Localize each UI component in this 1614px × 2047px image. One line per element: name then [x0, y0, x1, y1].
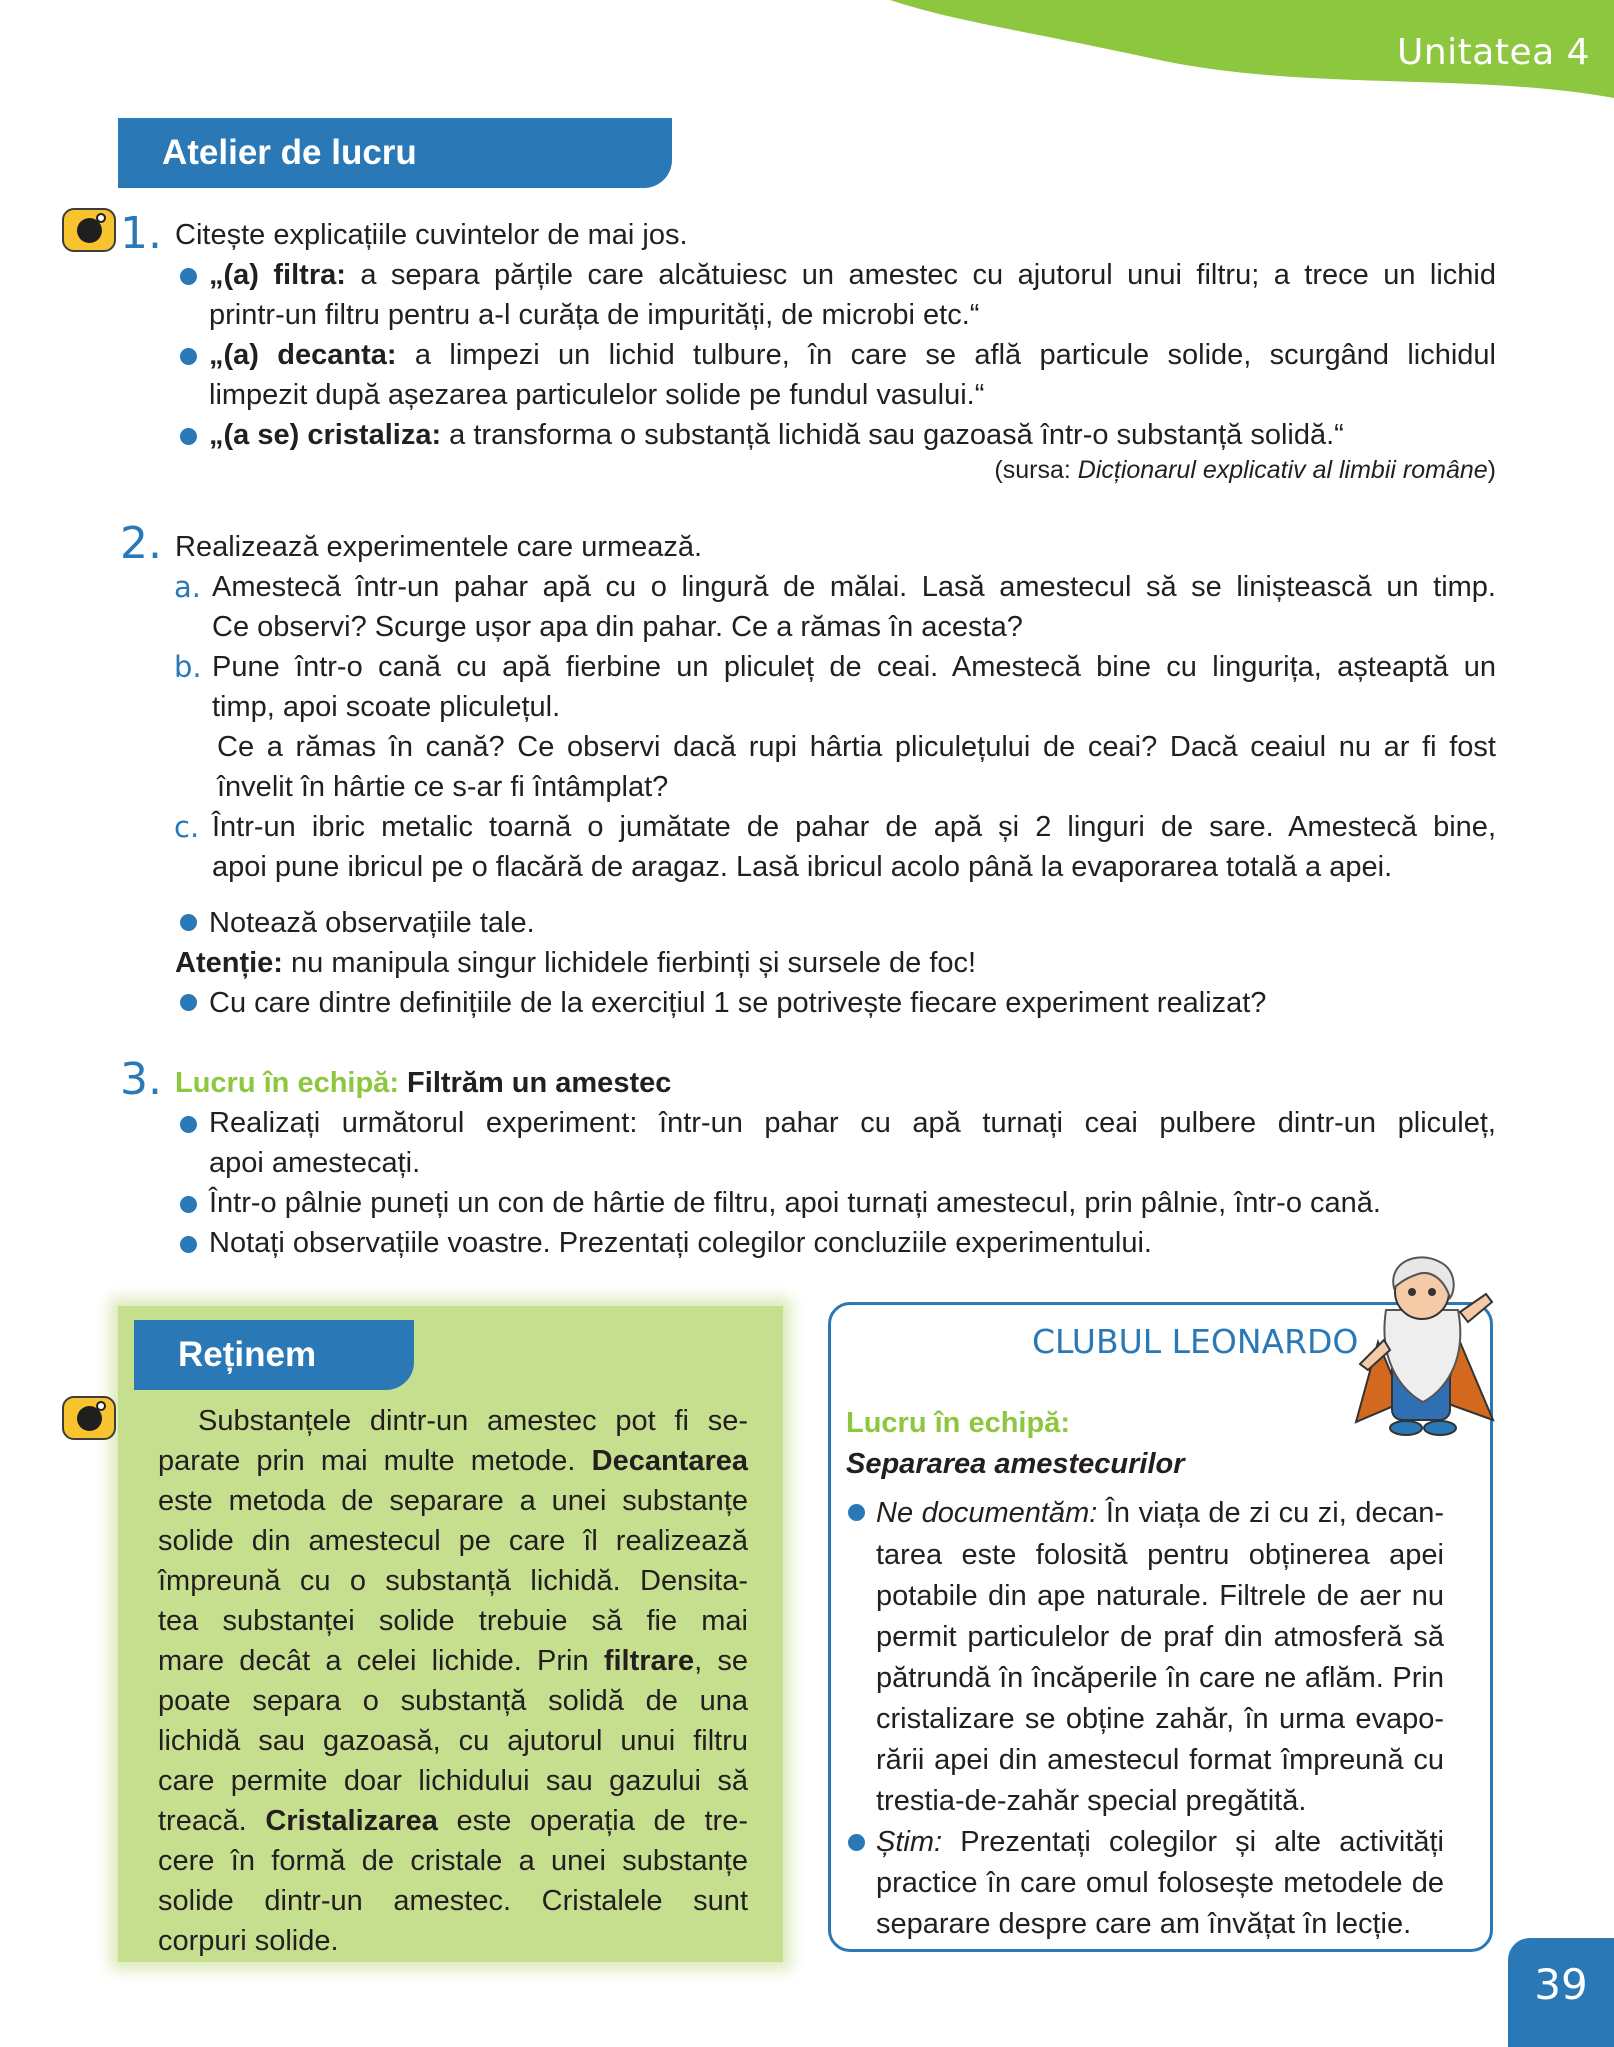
def-decanta-line2: limpezit după așezarea particulelor solide pe fundul vasului.“	[209, 379, 985, 411]
club-line: Știm: Prezentați colegilor și alte activități	[876, 1826, 1444, 1858]
retinem-line: poate separa o substanță solidă de una	[158, 1685, 748, 1717]
bullet-icon	[180, 914, 197, 931]
club-line: tarea este folosită pentru obținerea apei	[876, 1539, 1444, 1571]
item-letter-c: c.	[174, 810, 200, 844]
retinem-line: împreună cu o substanță lichidă. Densita-	[158, 1565, 748, 1597]
retinem-line: Substanțele dintr-un amestec pot fi se-	[198, 1405, 748, 1437]
ex3-bullet3: Notați observațiile voastre. Prezentați colegilor concluziile experimentului.	[209, 1227, 1152, 1259]
unit-title: Unitatea 4	[1396, 32, 1590, 73]
bullet-icon	[180, 428, 197, 445]
exp-a-line1: Amestecă într-un pahar apă cu o lingură de mălai. Lasă amestecul să se liniștească un timp.	[212, 571, 1496, 603]
retinem-line: cere în formă de cristale a unei substanțe	[158, 1845, 748, 1877]
leonardo-illustration	[1348, 1252, 1498, 1437]
retinem-line: tea substanței solide trebuie să fie mai	[158, 1605, 748, 1637]
bullet-icon	[180, 1196, 197, 1213]
club-subtitle: Separarea amestecurilor	[846, 1448, 1185, 1480]
header-swoosh	[0, 0, 1614, 110]
retinem-line: lichidă sau gazoasă, cu ajutorul unui filtru	[158, 1725, 748, 1757]
club-line: permit particulelor de praf din atmosferă să	[876, 1621, 1444, 1653]
def-decanta-line1: „(a) decanta: a limpezi un lichid tulbure, în care se află particule solide, scurgând lichidul	[209, 339, 1496, 371]
exercise-2-intro: Realizează experimentele care urmează.	[175, 531, 703, 563]
retinem-header: Reținem	[134, 1320, 414, 1390]
club-line: practice în care omul folosește metodele de	[876, 1867, 1444, 1899]
bullet-icon	[848, 1504, 865, 1521]
ex3-bullet2: Într-o pâlnie puneți un con de hârtie de filtru, apoi turnați amestecul, prin pâlnie, într-o cană.	[209, 1187, 1381, 1219]
page-number: 39	[1534, 1960, 1588, 2009]
exp-warning: Atenție: nu manipula singur lichidele fierbinți și sursele de foc!	[175, 947, 977, 979]
retinem-line: mare decât a celei lichide. Prin filtrare, se	[158, 1645, 748, 1677]
bullet-icon	[180, 268, 197, 285]
exp-b-line1: Pune într-o cană cu apă fierbine un pliculeț de ceai. Amestecă bine cu lingurița, așteaptă un	[212, 651, 1496, 683]
ex3-bullet1-line1: Realizați următorul experiment: într-un pahar cu apă turnați ceai pulbere dintr-un pliculeț,	[209, 1107, 1496, 1139]
exp-c-line1: Într-un ibric metalic toarnă o jumătate de pahar de apă și 2 linguri de sare. Amestecă bine,	[212, 811, 1496, 843]
club-line: rării apei din amestecul format împreună cu	[876, 1744, 1444, 1776]
exp-c-line2: apoi pune ibricul pe o flacără de aragaz. Lasă ibricul acolo până la evaporarea totală a apei.	[212, 851, 1393, 883]
bullet-icon	[180, 1236, 197, 1253]
club-title: CLUBUL LEONARDO	[1032, 1322, 1359, 1361]
def-filtra-line1: „(a) filtra: a separa părțile care alcătuiesc un amestec cu ajutorul unui filtru; a trece un lichid	[209, 259, 1497, 291]
exercise-3-number: 3.	[120, 1054, 162, 1105]
def-cristaliza: „(a se) cristaliza: a transforma o substanță lichidă sau gazoasă într-o substanță solidă.“	[209, 419, 1344, 451]
retinem-line: solide din amestecul pe care îl realizează	[158, 1525, 748, 1557]
club-line: trestia-de-zahăr special pregătită.	[876, 1785, 1307, 1817]
ex3-bullet1-line2: apoi amestecați.	[209, 1147, 421, 1179]
exercise-2-number: 2.	[120, 518, 162, 569]
bullet-icon	[180, 1116, 197, 1133]
def-filtra-line2: printr-un filtru pentru a-l curăța de impurități, de microbi etc.“	[209, 299, 980, 331]
bullet-icon	[180, 348, 197, 365]
exercise-1-number: 1.	[120, 208, 162, 259]
exp-b-line3: Ce a rămas în cană? Ce observi dacă rupi hârtia pliculețului de ceai? Dacă ceaiul nu ar fi fost	[217, 731, 1496, 763]
exercise-1-intro: Citește explicațiile cuvintelor de mai jos.	[175, 219, 688, 251]
retinem-line: treacă. Cristalizarea este operația de tre-	[158, 1805, 748, 1837]
exp-question: Cu care dintre definițiile de la exercițiul 1 se potrivește fiecare experiment realizat?	[209, 987, 1267, 1019]
bomb-icon	[62, 208, 116, 252]
exp-b-line4: învelit în hârtie ce s-ar fi întâmplat?	[217, 771, 669, 803]
retinem-line: corpuri solide.	[158, 1925, 339, 1957]
club-line: pătrundă în încăperile în care ne aflăm. Prin	[876, 1662, 1444, 1694]
bomb-icon	[62, 1396, 116, 1440]
retinem-line: parate prin mai multe metode. Decantarea	[158, 1445, 748, 1477]
exp-note: Notează observațiile tale.	[209, 907, 535, 939]
bullet-icon	[848, 1834, 865, 1851]
retinem-line: este metoda de separare a unei substanțe	[158, 1485, 748, 1517]
retinem-line: solide dintr-un amestec. Cristalele sunt	[158, 1885, 748, 1917]
atelier-header: Atelier de lucru	[118, 118, 672, 188]
club-line: cristalizare se obține zahăr, în urma evapo-	[876, 1703, 1444, 1735]
club-line: separare despre care am învățat în lecție.	[876, 1908, 1412, 1940]
club-team-label: Lucru în echipă:	[846, 1407, 1070, 1439]
exp-b-line2: timp, apoi scoate pliculețul.	[212, 691, 561, 723]
club-line: potabile din ape naturale. Filtrele de aer nu	[876, 1580, 1444, 1612]
item-letter-b: b.	[174, 650, 202, 684]
bullet-icon	[180, 994, 197, 1011]
item-letter-a: a.	[174, 570, 201, 604]
retinem-line: care permite doar lichidului sau gazului să	[158, 1765, 748, 1797]
exercise-3-title: Lucru în echipă: Filtrăm un amestec	[175, 1067, 672, 1099]
club-line: Ne documentăm: În viața de zi cu zi, decan-	[876, 1497, 1445, 1529]
exp-a-line2: Ce observi? Scurge ușor apa din pahar. Ce a rămas în acesta?	[212, 611, 1023, 643]
source-citation: (sursa: Dicționarul explicativ al limbii române)	[994, 456, 1496, 484]
